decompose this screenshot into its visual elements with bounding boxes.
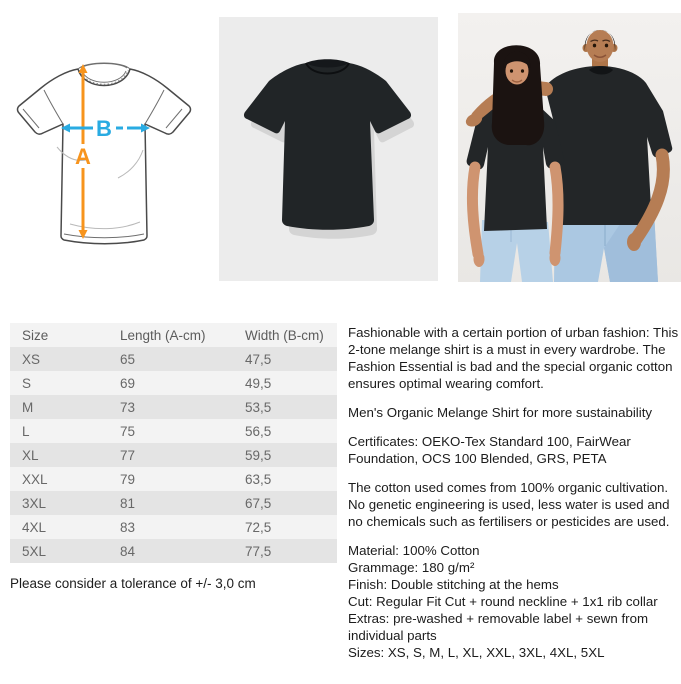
description-paragraph: Certificates: OEKO-Tex Standard 100, FairWear Foundation, OCS 100 Blended, GRS, PETA (348, 434, 631, 466)
size-table-cell: 81 (120, 495, 136, 511)
size-table-row (10, 515, 337, 539)
spec-line: Sizes: XS, S, M, L, XL, XXL, 3XL, 4XL, 5XL (348, 645, 605, 660)
size-table-row (10, 467, 337, 491)
size-table-cell: 79 (120, 471, 136, 487)
description-paragraph: Men's Organic Melange Shirt for more sustainability (348, 405, 653, 420)
size-table-column-header: Length (A-cm) (120, 327, 206, 343)
size-table (10, 323, 337, 563)
length-label-a: A (75, 144, 91, 169)
size-table-cell: XS (22, 351, 41, 367)
size-table-cell: 72,5 (245, 519, 272, 535)
female-arm-right (555, 167, 558, 253)
size-table-cell: 5XL (22, 543, 47, 559)
size-table-cell: 65 (120, 351, 136, 367)
female-eye-right (521, 69, 524, 73)
description-paragraph: Fashionable with a certain portion of urban fashion: This 2-tone melange shirt is a must in every wardrobe. The Fashion Essential is bad and the special organic cotton ensures optimal wearing comfort. (348, 325, 679, 391)
size-table-row (10, 395, 337, 419)
size-table-cell: 3XL (22, 495, 47, 511)
size-table-row (10, 347, 337, 371)
tolerance-note: Please consider a tolerance of +/- 3,0 cm (10, 576, 256, 591)
tshirt-measurement-diagram (0, 0, 205, 290)
width-label-b: B (96, 116, 112, 141)
models-product-photo (458, 13, 681, 282)
size-table-row (10, 419, 337, 443)
size-table-cell: 77,5 (245, 543, 272, 559)
size-table-cell: 73 (120, 399, 136, 415)
female-arm-left (472, 167, 478, 254)
models-image (458, 13, 681, 282)
size-table-header-row (10, 323, 337, 347)
size-table-cell: 4XL (22, 519, 47, 535)
flat-shirt-silhouette (244, 60, 411, 230)
size-table-cell: 75 (120, 423, 136, 439)
size-table-column-header: Width (B-cm) (245, 327, 324, 343)
flat-product-photo (219, 17, 438, 281)
size-table-column-header: Size (22, 327, 49, 343)
size-table-cell: XL (22, 447, 39, 463)
tshirt-outline (18, 69, 191, 244)
size-diagram-panel (0, 0, 205, 290)
spec-line: Material: 100% Cotton (348, 543, 480, 558)
size-table-cell: 53,5 (245, 399, 272, 415)
female-hand-left (474, 251, 485, 267)
size-table-row (10, 443, 337, 467)
size-table-cell: 67,5 (245, 495, 272, 511)
size-table-row (10, 539, 337, 563)
size-table-cell: S (22, 375, 32, 391)
product-specs (348, 542, 680, 661)
size-table-cell: M (22, 399, 34, 415)
female-eye-left (510, 69, 513, 73)
spec-line: Finish: Double stitching at the hems (348, 577, 559, 592)
size-table-cell: 49,5 (245, 375, 272, 391)
male-eye-left (593, 44, 596, 48)
size-table-cell: 56,5 (245, 423, 272, 439)
product-description (348, 324, 680, 661)
female-hand-right (550, 250, 561, 266)
spec-line: Extras: pre-washed + removable label + sewn from individual parts (348, 611, 649, 643)
spec-line: Cut: Regular Fit Cut + round neckline + 1x1 rib collar (348, 594, 658, 609)
size-table-row (10, 491, 337, 515)
size-table-cell: L (22, 423, 30, 439)
male-eye-right (605, 44, 608, 48)
description-paragraph: The cotton used comes from 100% organic cultivation. No genetic engineering is used, less water is used and no chemicals such as fertilisers or pesticides are used. (348, 480, 670, 529)
flat-tshirt-image (219, 17, 438, 281)
size-table-cell: 83 (120, 519, 136, 535)
size-table-cell: 59,5 (245, 447, 272, 463)
size-table-cell: 47,5 (245, 351, 272, 367)
size-table-cell: 77 (120, 447, 136, 463)
size-table-row (10, 371, 337, 395)
male-hand (627, 233, 641, 251)
size-table-cell: 84 (120, 543, 136, 559)
spec-line: Grammage: 180 g/m² (348, 560, 475, 575)
size-table-cell: XXL (22, 471, 48, 487)
size-table-cell: 63,5 (245, 471, 272, 487)
size-table-cell: 69 (120, 375, 136, 391)
